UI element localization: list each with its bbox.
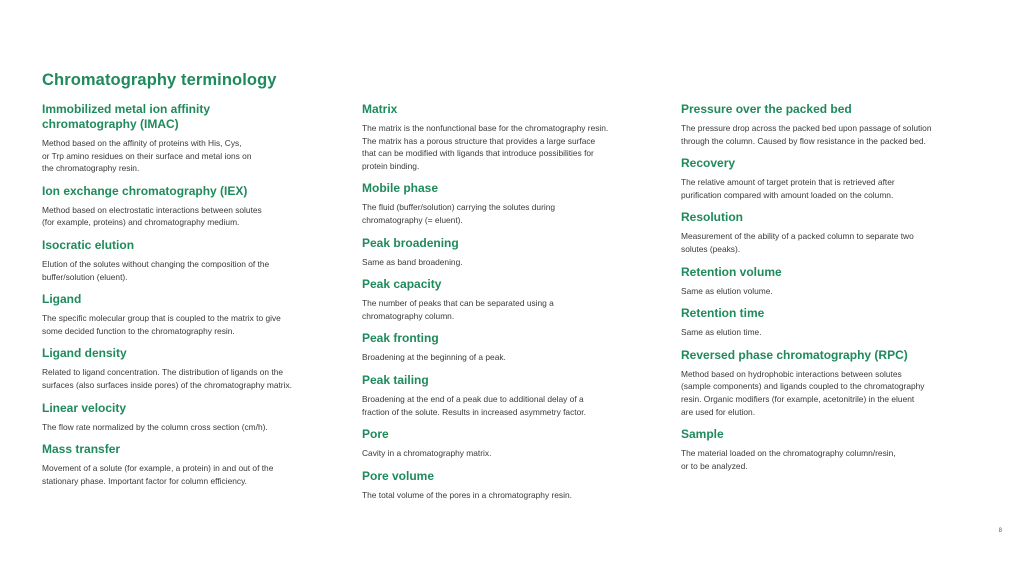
glossary-term [362, 373, 667, 418]
term-description: Same as elution volume. [681, 285, 773, 296]
glossary-term [42, 401, 347, 434]
term-description: The total volume of the pores in a chromatography resin. [362, 489, 572, 500]
glossary-term [42, 238, 347, 283]
term-description: The pressure drop across the packed bed upon passage of solution through the column. Caused by flow resistance in the packed bed. [681, 123, 932, 146]
glossary-term [362, 181, 667, 226]
term-title: Resolution [681, 210, 743, 225]
term-description: The number of peaks that can be separated using a chromatography column. [362, 298, 554, 321]
term-description: Method based on the affinity of proteins with His, Cys, or Trp amino residues on their surface and metal ions on the chromatography resin. [42, 138, 252, 174]
term-title: Pore [362, 427, 389, 442]
term-description: Movement of a solute (for example, a protein) in and out of the stationary phase. Important factor for column efficiency. [42, 463, 274, 486]
glossary-term [681, 348, 986, 418]
term-title: Peak tailing [362, 372, 429, 387]
column-3 [681, 102, 986, 481]
term-title: Pressure over the packed bed [681, 102, 852, 116]
term-description: Method based on electrostatic interactions between solutes (for example, proteins) and chromatography medium. [42, 204, 262, 228]
term-title: Mobile phase [362, 181, 439, 196]
term-title: Ion exchange chromatography (IEX) [42, 183, 248, 198]
term-title: Matrix [362, 102, 398, 116]
term-description: The relative amount of target protein that is retrieved after purification compared with amount loaded on the column. [681, 177, 895, 200]
glossary-term [681, 306, 986, 339]
term-title: Ligand [42, 292, 82, 307]
term-description: Broadening at the end of a peak due to additional delay of a fraction of the solute. Results in increased asymmetry factor. [362, 393, 586, 417]
glossary-term [362, 277, 667, 322]
glossary-term [362, 427, 667, 460]
glossary-term [681, 427, 986, 472]
page-title: Chromatography terminology [42, 71, 277, 89]
glossary-term [362, 331, 667, 364]
term-description: The flow rate normalized by the column cross section (cm/h). [42, 421, 268, 432]
term-title: Immobilized metal ion affinity chromatography (IMAC) [42, 102, 211, 131]
column-1 [42, 102, 347, 496]
glossary-term [42, 442, 347, 487]
term-title: Pore volume [362, 468, 435, 483]
glossary-term [362, 469, 667, 502]
term-title: Peak capacity [362, 277, 442, 292]
term-description: Cavity in a chromatography matrix. [362, 448, 492, 459]
term-description: The specific molecular group that is coupled to the matrix to give some decided function to the chromatography resin. [42, 313, 281, 336]
term-title: Sample [681, 427, 724, 442]
term-description: The fluid (buffer/solution) carrying the solutes during chromatography (= eluent). [362, 202, 556, 225]
glossary-term [42, 184, 347, 229]
term-description: Related to ligand concentration. The distribution of ligands on the surfaces (also surfaces inside pores) of the chromatography matrix. [42, 367, 292, 390]
glossary-term [362, 236, 667, 269]
glossary-term [362, 102, 667, 172]
glossary-term [681, 210, 986, 255]
glossary-term [42, 292, 347, 337]
term-description: Measurement of the ability of a packed column to separate two solutes (peaks). [681, 231, 914, 254]
glossary-term [42, 102, 347, 175]
term-description: Broadening at the beginning of a peak. [362, 352, 506, 363]
term-description: The matrix is the nonfunctional base for the chromatography resin. The matrix has a porous structure that provides a large surface that can be modified with ligands that introduce possibilities for protein binding. [362, 123, 609, 171]
column-2 [362, 102, 667, 510]
glossary-term [681, 102, 986, 147]
term-title: Isocratic elution [42, 237, 135, 252]
term-title: Peak broadening [362, 235, 459, 250]
term-title: Mass transfer [42, 442, 121, 457]
term-title: Reversed phase chromatography (RPC) [681, 347, 908, 362]
term-title: Retention volume [681, 264, 782, 279]
term-title: Recovery [681, 156, 736, 171]
glossary-term [681, 265, 986, 298]
page-number: 8 [998, 528, 1002, 534]
term-description: Same as elution time. [681, 327, 762, 338]
glossary-term [681, 156, 986, 201]
glossary-term [42, 346, 347, 391]
term-title: Peak fronting [362, 331, 439, 346]
term-description: Method based on hydrophobic interactions between solutes (sample components) and ligands coupled to the chromatography resin. Organic modifiers (for example, acetonitrile) in the eluent are used for elution. [681, 368, 925, 417]
term-title: Linear velocity [42, 400, 127, 415]
term-description: The material loaded on the chromatography column/resin, or to be analyzed. [681, 448, 896, 471]
term-title: Ligand density [42, 346, 127, 361]
term-description: Elution of the solutes without changing the composition of the buffer/solution (eluent). [42, 258, 270, 282]
term-title: Retention time [681, 306, 765, 321]
term-description: Same as band broadening. [362, 256, 463, 267]
